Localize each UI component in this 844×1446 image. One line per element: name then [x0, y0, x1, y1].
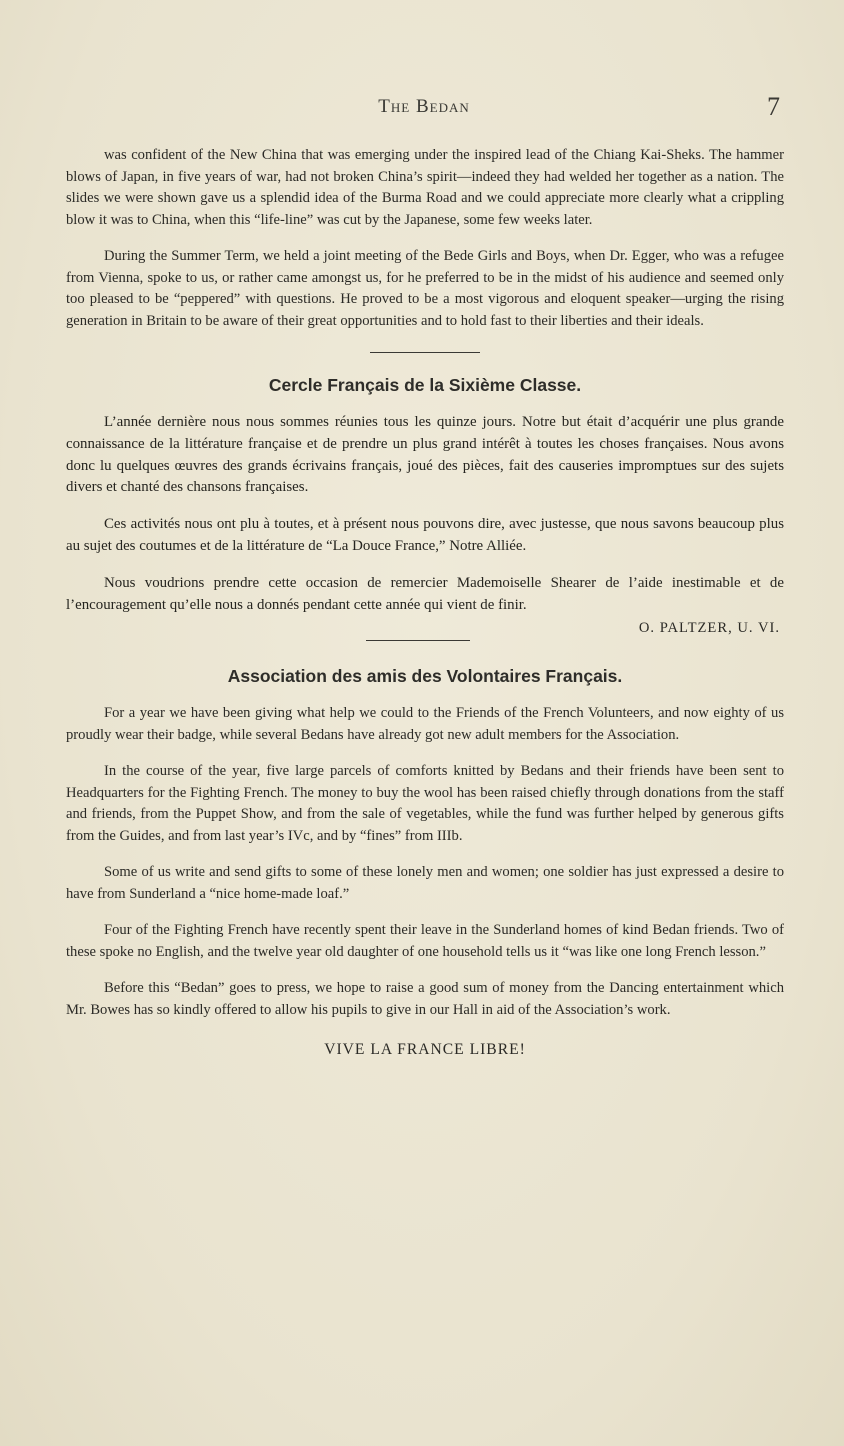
association-paragraph: For a year we have been giving what help we could to the Friends of the French Volunteers, and now eighty of us proudly wear their badge, while several Bedans have already got new adult members for the Association.	[66, 705, 784, 743]
page-number: 7	[767, 92, 780, 121]
running-head: The Bedan	[378, 96, 470, 117]
article-body	[66, 145, 784, 1059]
intro-paragraph: was confident of the New China that was emerging under the inspired lead of the Chiang Kai-Sheks. The hammer blows of Japan, in five years of war, had not broken China’s spirit—indeed they had welded her together as a nation. The slides we were shown gave us a splendid idea of the Burma Road and we could appreciate more clearly what a crippling blow it was to China, when this “life-line” was cut by the Japanese, some few weeks later.	[66, 147, 784, 228]
cercle-paragraph: Nous voudrions prendre cette occasion de remercier Mademoiselle Shearer de l’aide inestimable et de l’encouragement qu’elle nous a donnés pendant cette année qui vient de finir.	[66, 574, 784, 613]
association-paragraph: Four of the Fighting French have recently spent their leave in the Sunderland homes of kind Bedan friends. Two of these spoke no English, and the twelve year old daughter of one household tells us it “was like one long French lesson.”	[66, 922, 784, 960]
cercle-paragraph: L’année dernière nous nous sommes réunies tous les quinze jours. Notre but était d’acquérir une plus grande connaissance de la littérature française et de prendre un plus grand intérêt à toutes les choses françaises. Nous avons donc lu quelques œuvres des grands écrivains français, joué des pièces, fait des causeries impromptues sur des sujets divers et chanté des chansons françaises.	[66, 414, 784, 496]
page-header	[64, 92, 784, 122]
signature-row	[66, 618, 784, 644]
association-paragraph: Some of us write and send gifts to some of these lonely men and women; one soldier has just expressed a desire to have from Sunderland a “nice home-made loaf.”	[66, 864, 784, 902]
cercle-heading: Cercle Français de la Sixième Classe.	[268, 375, 582, 395]
section-divider	[370, 352, 480, 353]
cercle-section	[66, 375, 784, 644]
association-paragraph: In the course of the year, five large parcels of comforts knitted by Bedans and their friends have been sent to Headquarters for the Fighting French. The money to buy the wool has been raised chiefly through donations from the staff and friends, from the Puppet Show, and from the sale of vegetables, while the fund was further helped by generous gifts from the Guides, and from last year’s IVc, and by “fines” from IIIb.	[66, 763, 784, 844]
association-section	[66, 666, 784, 1059]
section-divider-short	[366, 640, 470, 641]
cercle-paragraph: Ces activités nous ont plu à toutes, et à présent nous pouvons dire, avec justesse, que nous savons beaucoup plus au sujet des coutumes et de la littérature de “La Douce France,” Notre Alliée.	[66, 516, 784, 554]
intro-paragraph: During the Summer Term, we held a joint meeting of the Bede Girls and Boys, when Dr. Egger, who was a refugee from Vienna, spoke to us, or rather came amongst us, for he preferred to be in the midst of his audience and seemed only too pleased to be “peppered” with questions. He proved to be a most vigorous and eloquent speaker—urging the rising generation in Britain to be aware of their great opportunities and to hold fast to their liberties and their ideals.	[66, 248, 784, 329]
association-heading: Association des amis des Volontaires Français.	[227, 666, 623, 687]
association-paragraph: Before this “Bedan” goes to press, we hope to raise a good sum of money from the Dancing entertainment which Mr. Bowes has so kindly offered to allow his pupils to give in our Hall in aid of the Association’s work.	[66, 980, 784, 1018]
signature: O. PALTZER, U. VI.	[638, 620, 780, 637]
closing-line: VIVE LA FRANCE LIBRE!	[324, 1041, 526, 1059]
